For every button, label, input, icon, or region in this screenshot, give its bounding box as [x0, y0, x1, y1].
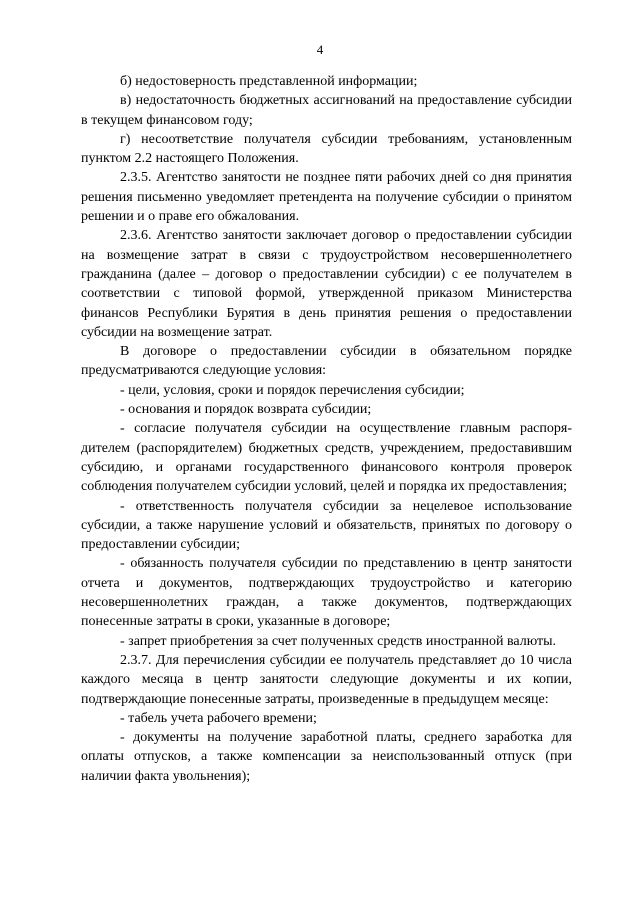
list-item-goals-conditions: - цели, условия, сроки и порядок перечисления субсидии;	[120, 382, 465, 398]
paragraph-contract-conditions-intro: В договоре о предоставлении субсидии в обязательном порядке предусматриваются следующие условия:	[81, 344, 572, 379]
paragraph-2-3-5: 2.3.5. Агентство занятости не позднее пяти рабочих дней со дня принятия решения письменно уведомляет претендента на получение субсидии о принятом решении и о праве его обжалования.	[81, 170, 572, 225]
document-body	[81, 72, 572, 786]
list-item-reporting-obligation: - обязанность получателя субсидии по представлению в центр занятости отчета и документов, подтверждающих трудоустройство и категорию несовершеннолетних граждан, а также документов, подтверждающих понесенные затраты в сроки, указанные в договоре;	[81, 556, 572, 630]
list-item-audit-consent: - согласие получателя субсидии на осуществление главным распорядителем (распорядителем) бюджетных средств, учреждением, предоставившим субсидию, и органами государственного финансового контроля проверок соблюдения получателем субсидии условий, целей и порядка их предоставления;	[81, 421, 572, 495]
paragraph-2-3-7: 2.3.7. Для перечисления субсидии ее получатель представляет до 10 числа каждого месяца в центр занятости следующие документы и их копии, подтверждающие понесенные затраты, произведенные в предыдущем месяце:	[81, 652, 572, 707]
list-item-currency-ban: - запрет приобретения за счет полученных средств иностранной валюты.	[120, 633, 556, 649]
paragraph-item-g: г) несоответствие получателя субсидии требованиям, установленным пунктом 2.2 настоящего Положения.	[81, 131, 572, 167]
paragraph-item-v: в) недостаточность бюджетных ассигнований на предоставление субсидии в текущем финансовом году;	[81, 93, 572, 128]
paragraph-2-3-6: 2.3.6. Агентство занятости заключает договор о предоставлении субсидии на возмещение затрат в связи с трудоустройством несовершеннолетнего гражданина (далее – договор о предоставлении субсидии) с ее получателем в соответствии с типовой формой, утвержденной приказом Министерства финансов Республики Бурятия в день принятия решения о предоставлении субсидии на возмещение затрат.	[81, 228, 572, 340]
paragraph-item-b: б) недостоверность представленной информации;	[120, 74, 418, 89]
list-item-timesheet: - табель учета рабочего времени;	[120, 710, 317, 726]
list-item-salary-documents: - документы на получение заработной платы, среднего заработка для оплаты отпусков, а также компенсации за неиспользованный отпуск (при наличии факта увольнения);	[81, 730, 572, 784]
list-item-return-grounds: - основания и порядок возврата субсидии;	[120, 402, 372, 418]
list-item-responsibility: - ответственность получателя субсидии за нецелевое использование субсидии, а также нарушение условий и обязательств, принятых по договору о предоставлении субсидии;	[81, 498, 572, 553]
page-number: 4	[316, 42, 324, 57]
